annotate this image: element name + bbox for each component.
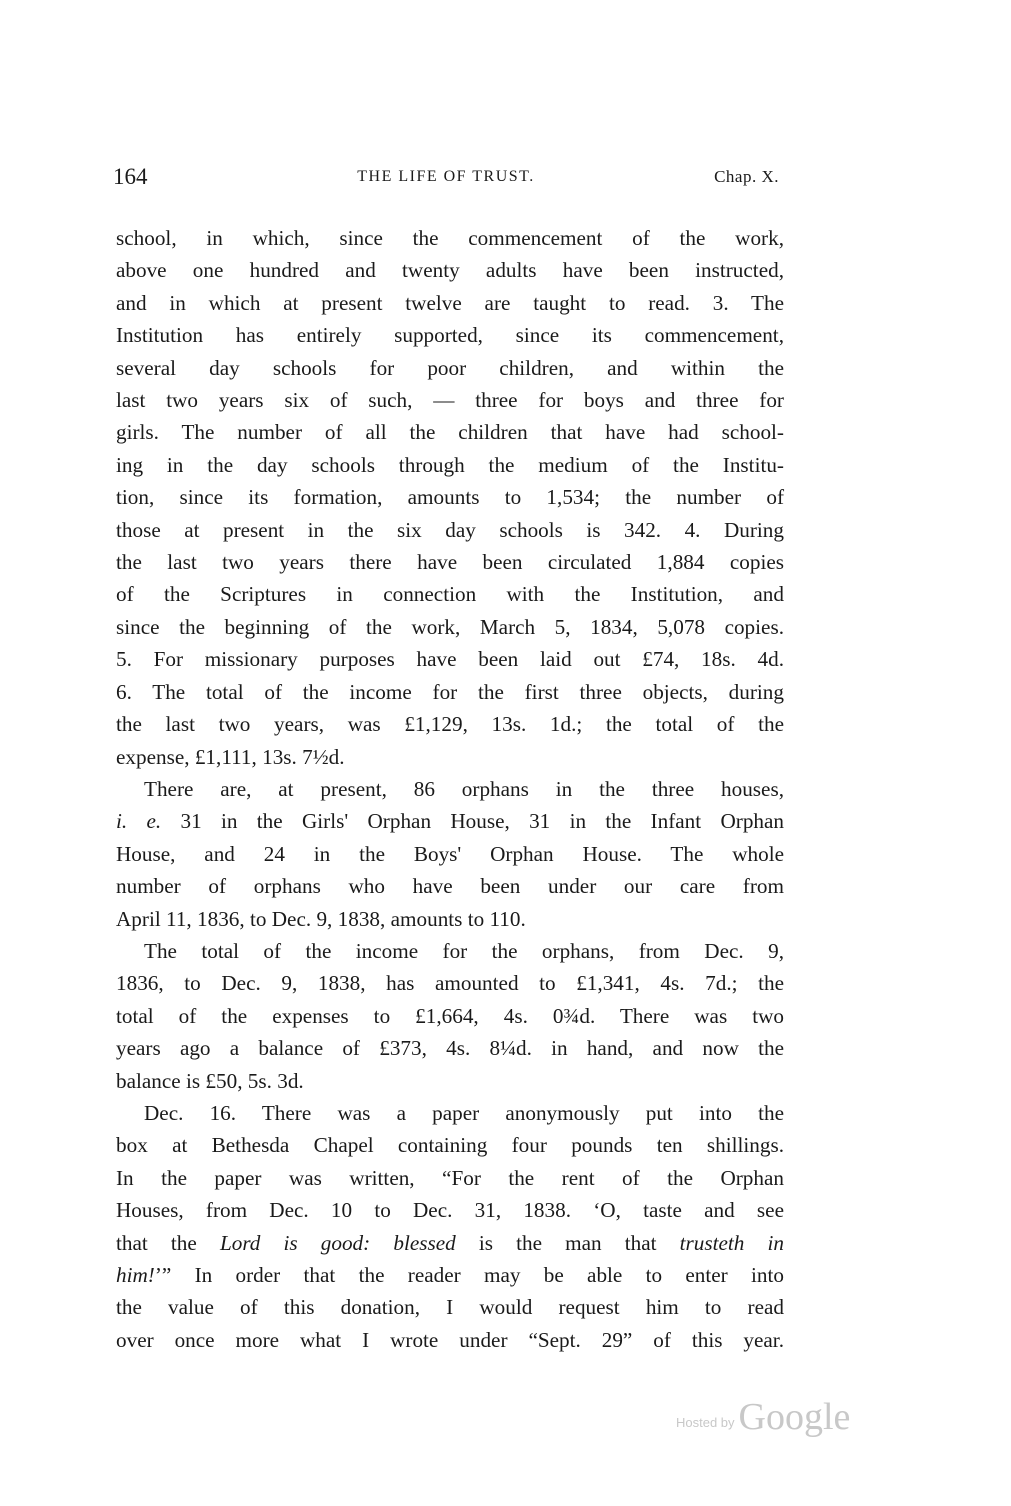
text-line: There are, at present, 86 orphans in the three houses, xyxy=(144,776,784,801)
text-line: last two years six of such, — three for boys and three for xyxy=(116,388,784,413)
text-line: The total of the income for the orphans, from Dec. 9, xyxy=(144,938,784,963)
paragraph-3 xyxy=(116,935,784,1097)
text-line: April 11, 1836, to Dec. 9, 1838, amounts to 110. xyxy=(116,906,526,931)
text-line: since the beginning of the work, March 5, 1834, 5,078 copies. xyxy=(116,614,784,639)
text-line: Dec. 16. There was a paper anonymously put into the xyxy=(144,1100,784,1125)
text-line: the value of this donation, I would request him to read xyxy=(116,1295,784,1320)
text-line: years ago a balance of £373, 4s. 8¼d. in hand, and now the xyxy=(116,1036,784,1061)
text-line: 5. For missionary purposes have been laid out £74, 18s. 4d. xyxy=(116,647,784,672)
text-line: Houses, from Dec. 10 to Dec. 31, 1838. ‘O, taste and see xyxy=(116,1198,784,1223)
text-line: balance is £50, 5s. 3d. xyxy=(116,1068,304,1093)
paragraph-4 xyxy=(116,1097,784,1356)
text-line: 6. The total of the income for the first three objects, during xyxy=(116,679,784,704)
running-head xyxy=(113,164,779,194)
paragraph-2 xyxy=(116,773,784,935)
text-line: the last two years there have been circulated 1,884 copies xyxy=(116,550,784,575)
text-line: school, in which, since the commencement of the work, xyxy=(116,226,784,250)
text-line: girls. The number of all the children that have had school- xyxy=(116,420,784,445)
text-line: those at present in the six day schools is 342. 4. During xyxy=(116,517,784,542)
text-line: expense, £1,111, 13s. 7½d. xyxy=(116,744,345,769)
text-line: several day schools for poor children, and within the xyxy=(116,355,784,380)
text-line: In the paper was written, “For the rent of the Orphan xyxy=(116,1165,784,1190)
text-line: over once more what I wrote under “Sept. 29” of this year. xyxy=(116,1327,784,1352)
text-line: and in which at present twelve are taught to read. 3. The xyxy=(116,290,784,315)
text-line: the last two years, was £1,129, 13s. 1d.; the total of the xyxy=(116,712,784,737)
book-title: THE LIFE OF TRUST. xyxy=(357,168,535,185)
text-line: i. e. 31 in the Girls' Orphan House, 31 in the Infant Orphan xyxy=(116,809,785,834)
hosted-by-label: Hosted by xyxy=(676,1415,735,1430)
body-text xyxy=(116,222,784,1356)
text-line: 1836, to Dec. 9, 1838, has amounted to £1,341, 4s. 7d.; the xyxy=(116,971,784,996)
paragraph-1 xyxy=(116,222,784,773)
chapter-label: Chap. X. xyxy=(714,167,779,186)
text-line: number of orphans who have been under our care from xyxy=(116,874,784,899)
text-line: that the Lord is good: blessed is the man that trusteth in xyxy=(116,1230,785,1255)
text-line: ing in the day schools through the medium of the Institu- xyxy=(116,452,784,477)
text-line: box at Bethesda Chapel containing four pounds ten shillings. xyxy=(116,1133,784,1158)
text-line: tion, since its formation, amounts to 1,534; the number of xyxy=(116,485,784,510)
text-line: House, and 24 in the Boys' Orphan House. The whole xyxy=(116,841,784,866)
text-line: above one hundred and twenty adults have been instructed, xyxy=(116,258,784,283)
text-line: total of the expenses to £1,664, 4s. 0¾d. There was two xyxy=(116,1003,784,1028)
hosted-by-google-watermark xyxy=(676,1392,850,1436)
google-logo: Google xyxy=(738,1396,851,1438)
text-line: Institution has entirely supported, since its commencement, xyxy=(116,323,784,348)
text-line: him!’” In order that the reader may be able to enter into xyxy=(116,1263,784,1287)
page-number: 164 xyxy=(113,164,148,189)
text-line: of the Scriptures in connection with the Institution, and xyxy=(116,582,784,607)
